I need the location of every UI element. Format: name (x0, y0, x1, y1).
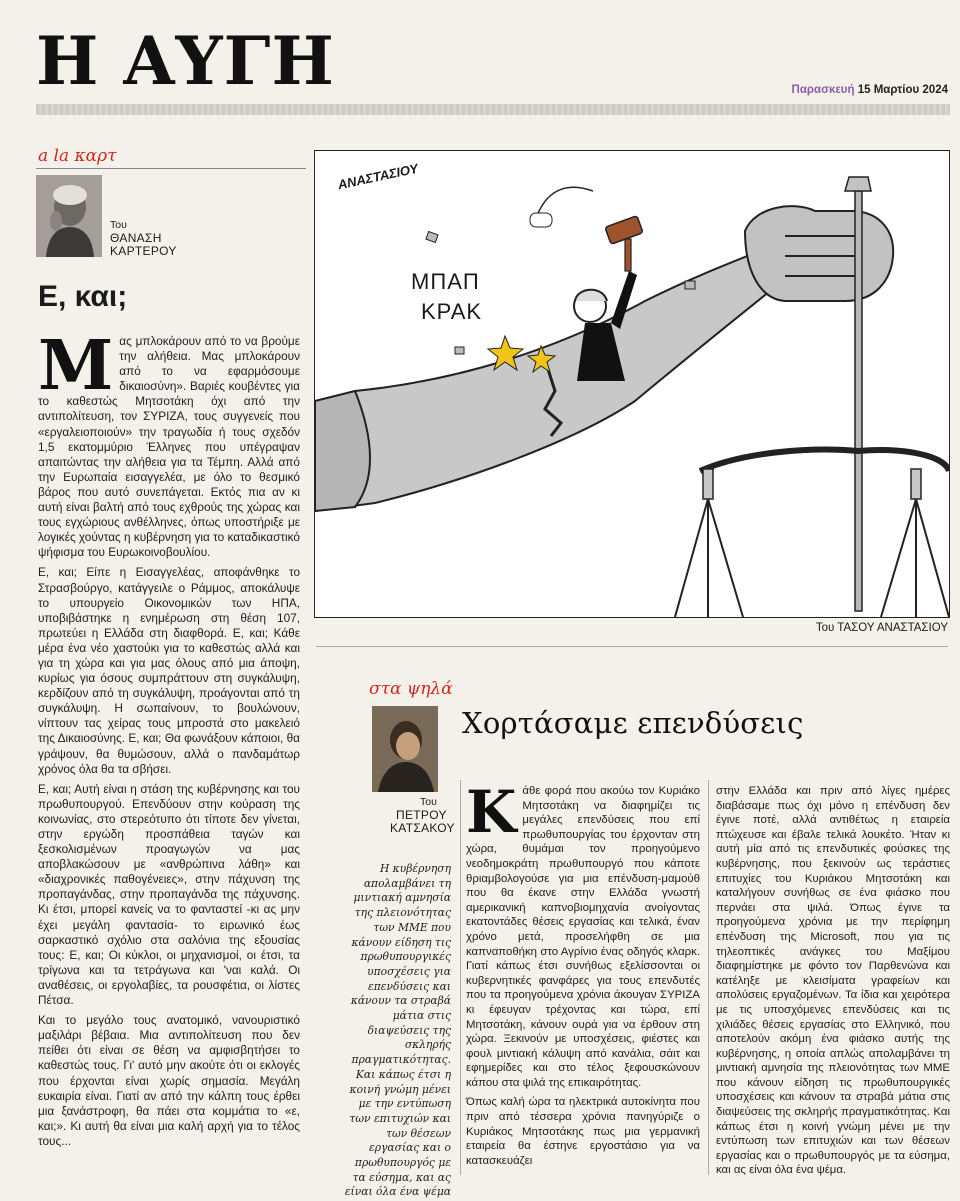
cartoon-sfx-krak: ΚΡΑΚ (421, 299, 483, 324)
drop-cap: Κ (466, 778, 517, 846)
kicker-rule (36, 168, 306, 169)
dateline-date: 15 Μαρτίου 2024 (857, 84, 948, 96)
section-divider (316, 646, 948, 647)
author-name-line1: ΠΕΤΡΟΥ (396, 808, 447, 822)
drop-cap: Μ (38, 326, 114, 406)
column-kicker-a-la-kart: a la καρτ (38, 146, 117, 166)
pull-quote: Η κυβέρνηση απολαμβάνει τη μιντιακή αμνησία της πλειονότητας των ΜΜΕ που κάνουν είδηση τις πρωθυπουργικές υποσχέσεις για επενδύσεις και κάνουν τα στραβά μάτια στις διαψεύσεις της σκληρής πραγματικότητας. Και κάπως έτσι η κοινή γνώμη μένει με την εντύπωση των επιτυχιών και των θέσεων εργασίας και ο πρωθυπουργός με τα εύσημα, και ας είναι όλα ένα ψέμα (344, 862, 451, 1199)
author-portrait-image (36, 175, 102, 257)
article-body-col1 (466, 778, 700, 1173)
author-name-line2: ΚΑΤΣΑΚΟΥ (390, 821, 455, 835)
paragraph-3: Ε, και; Αυτή είναι η στάση της κυβέρνησης και του πρωθυπουργού. Επενδύουν στην κούραση της κοινωνίας, στο στερεότυπο ότι τίποτε δεν γίνεται, στην εργώδη προσπάθεια ταγών και ξεσκολισμένων προαγωγών να μας αποβλακώσουν με «ανθρώπινα λάθη» και «διαχρονικές παθογένειες», στην πάχυνση της προπαγάνδας, στην προπαγάνδα της πάχυνσης. Κι έτσι, μπορεί κανείς να το φανταστεί -κι ας μην έχει μεγάλη φαντασία- το ειρωνικό έως σαρκαστικό σχόλιο στα σαλόνια της εξουσίας τους: Ε, και; Οι κύκλοι, οι μηχανισμοί, οι έτσι, τα τρίγωνα και τα τετράγωνα και 'ναι καλά. Οι αναθέσεις, οι εργολαβίες, τα ρουσφέτια, οι λίστες Πέτσα. (38, 781, 300, 1008)
article-headline: Χορτάσαμε επενδύσεις (462, 706, 804, 740)
cartoon-drawing (315, 151, 949, 617)
paragraph-1: ας μπλοκάρουν από το να βρούμε την αλήθεια. Μας μπλοκάρουν από το να εφαρμόσουμε δικαιοσύνη». Βαριές κουβέντες για το καθεστώς Μητσοτάκη όχι από την αντιπολίτευση, τον ΣΥΡΙΖΑ, τους συγγενείς που «εργαλειοποιούν» την τραγωδία ή τους σχεδόν 1,5 εκατομμύριο Έλληνες που υπέγραψαν απαιτώντας την αλήθεια για τα Τέμπη. Αλλά από την Ευρωπαία εισαγγελέα, με όλο το θεσμικό βάρος που αυτό συνεπάγεται. Εκτός πια αν κι αυτή είναι βαλτή από τους εχθρούς της χώρας και τους εγχώριους ανθέλληνες, όπως υποστήριξε με λογικές χούντας η κυβέρνηση για το καταδικαστικό ψήφισμα του Ευρωκοινοβουλίου. (38, 334, 300, 560)
cartoon-sfx-bap: ΜΠΑΠ (411, 269, 480, 294)
paragraph-1: άθε φορά που ακούω τον Κυριάκο Μητσοτάκη να διαφημίζει τις μεγάλες επενδύσεις που επί πρωθυπουργίας του έρχονταν στη χώρα, θυμάμαι τον προηγούμενο νεοδημοκράτη πρωθυπουργό που κάποτε θριαμβολογούσε για μια επένδυση-μαμούθ που θα έκανε στην Ελλάδα γνωστή αμερικανική καπνοβιομηχανία ανοίγοντας εκατοντάδες θέσεις εργασίας και τελικά, έναν χρόνο μετά, προσελήφθη σε μια καπναποθήκη στο Αγρίνιο ένας οδηγός κλαρκ. Γιατί κάπως έτσι συνήθως εξελίσσονται οι κυβερνητικές φανφάρες για τους επενδυτές που τα προηγούμενα χρόνια άκουγαν ΣΥΡΙΖΑ κι έφευγαν τρέχοντας και τώρα, επί Μητσοτάκη, κάνουν ουρά για να έρθουν στη χώρα. Ξεκινούν με υποσχέσεις, φιέστες και φουλ μιντιακή κάλυψη από κανάλια, σάιτ και εφημερίδες και στο τέλος ξεφουσκώνουν κάπου στα ψιλά της επικαιρότητας. (466, 785, 700, 1089)
cartoon-credit: Του ΤΑΣΟΥ ΑΝΑΣΤΑΣΙΟΥ (815, 622, 948, 634)
masthead-rule-band (36, 104, 950, 115)
editorial-cartoon (314, 150, 950, 618)
author-photo-kartero (36, 175, 102, 257)
dateline (792, 84, 948, 96)
column-rule (708, 780, 709, 1175)
column-rule (460, 780, 461, 1175)
byline-prefix: Του (420, 796, 437, 808)
paragraph-2: Ε, και; Είπε η Εισαγγελέας, αποφάνθηκε το Στρασβούργο, κατάγγειλε ο Ράμμος, αποκάλυψε το υπουργείο Οικονομικών των ΗΠΑ, υποβιβάστηκε η ενημέρωση στη θέση 107, πρωτεύει η Ελλάδα στη διαφθορά. Ε, και; Κάθε μέρα ένα νέο χαστούκι για το καθεστώς αλλά και για τη χώρα και για μας όλους από μια άποψη, κυρίως για όσους συμπράττουν στη συγκάλυψη, κερδίζουν από τη συγκάλυψη, προάγονται από τη συγκάλυψη. Η σωπαίνουν, το βουλώνουν, νίπτουν τας χείρας τους μπροστά στο μακελειό της Δικαιοσύνης. Ε, και; Θα φωνάξουν κάποιοι, θα γράψουν, θα θυμώσουν, αλλά ο πανδαμάτωρ χρόνος όλα θα τα σβήσει. (38, 565, 300, 776)
author-portrait-image (372, 706, 438, 792)
column-kicker-sta-psila: στα ψηλά (369, 679, 453, 699)
paragraph-2: Όπως καλή ώρα τα ηλεκτρικά αυτοκίνητα που πριν από τέσσερα χρόνια πανηγύριζε ο Κυριάκος Μητσοτάκης πως μια γερμανική εταιρεία θα έστηνε εργοστάσιο για να κατασκευάζει (466, 1096, 700, 1167)
article-body (38, 326, 300, 1154)
dateline-day: Παρασκευή (791, 84, 855, 96)
cartoonist-signature: ΑΝΑΣΤΑΣΙΟΥ (336, 160, 420, 193)
author-name-line2: ΚΑΡΤΕΡΟΥ (110, 244, 177, 258)
article-body-col2 (716, 784, 950, 1183)
author-photo-katsakou (372, 706, 438, 792)
newspaper-masthead: Η ΑΥΓΗ (36, 22, 335, 100)
article-headline: Ε, και; (38, 280, 128, 313)
paragraph-4: Και το μεγάλο τους ανατομικό, νανουριστικό μαξιλάρι βέβαια. Μια αντιπολίτευση που δεν πείθει ότι είναι σε θέση να αμφισβητήσει το καθεστώς τους. Γι' αυτό μην ακούτε ότι οι εκλογές που έρχονται είναι χωρίς σημασία. Μεγάλη ευκαιρία είναι. Γιατί αν από την κάλπη τους έρθει μια ξανάστροφη, θα πάει στα κομμάτια το «ε, και;». Κι αυτή θα είναι μια καλή αρχή για το τέλος τους... (38, 1013, 300, 1148)
author-name-line1: ΘΑΝΑΣΗ (110, 231, 162, 245)
byline-prefix: Του (110, 219, 127, 231)
paragraph-3: στην Ελλάδα και πριν από λίγες ημέρες διαβάσαμε πως όχι μόνο η επένδυση δεν έγινε ποτέ, αλλά αντιθέτως η εταιρεία πτώχευσε και έβαλε τελικά λουκέτο. Ήταν κι αυτή μία από τις επενδυτικές φούσκες της κυβέρνησης, που ξεκινούν ως τεράστιες επιτυχίες του Κυριάκου Μητσοτάκη και καταλήγουν συνήθως σε ένα φιάσκο που περνάει στα ψιλά. Όπως έγινε τα προηγούμενα χρόνια με την περίφημη επένδυση της Microsoft, που για τις τηλεοπτικές ανάγκες του Μαξίμου διαφημίστηκε με φόντο τον Παρθενώνα και κατέληξε με κλεισίματα γραφείων και απολύσεις εργαζομένων. Τα ίδια και χειρότερα με τις υποσχόμενες επενδύσεις και τις χιλιάδες θέσεις εργασίας στο Ελληνικό, που αποτελούν ακόμη ένα φιάσκο αυτής της κυβέρνησης, η οποία απλώς απολαμβάνει τη μιντιακή αμνησία της πλειονότητας των ΜΜΕ που κάνουν είδηση τις πρωθυπουργικές υποσχέσεις και κάνουν τα στραβά μάτια στις διαψεύσεις της σκληρής πραγματικότητας. Και κάπως έτσι η κοινή γνώμη μένει με την εντύπωση των επιτυχιών και των θέσεων εργασίας και ο πρωθυπουργός με τα εύσημα, και ας είναι όλα ένα ψέμα. (716, 785, 950, 1177)
